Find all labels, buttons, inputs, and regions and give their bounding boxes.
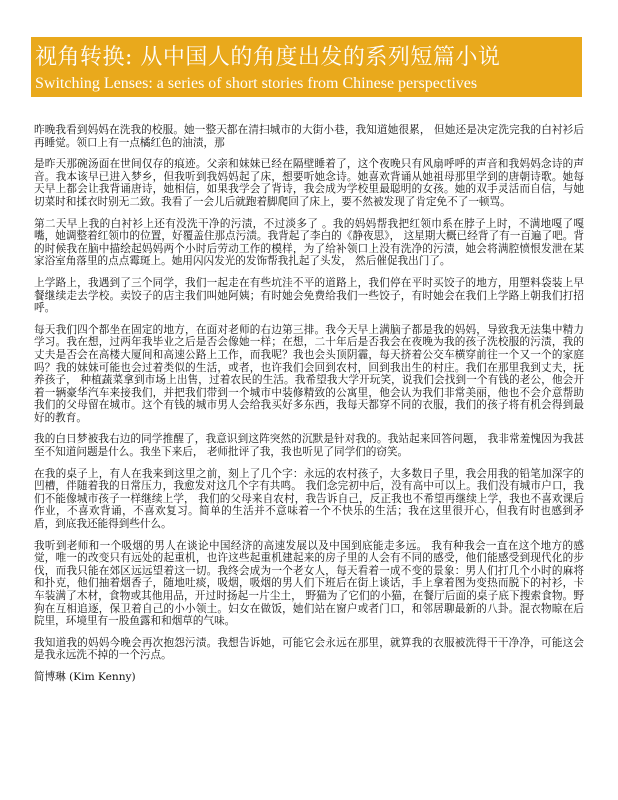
story-paragraph: 我的白日梦被我右边的同学推醒了，我意识到这阵突然的沉默是针对我的。我站起来回答问题， 我非常羞愧因为我甚至不知道问题是什么。我坐下来后， 老师批评了我，我也听见了同学们的窃笑。 (34, 433, 584, 459)
story-paragraph: 我听到老师和一个吸烟的男人在谈论中国经济的高速发展以及中国到底能走多远。 我有种我会一直在这个地方的感觉，唯一的改变只有远处的起重机，也许这些起重机建起来的房子里的人会有不同的感受，他们能感受到现代化的步伐，而我只能在郊区远远望着这一切。我终会成为一个老女人，每天看着一成不变的景象：男人们打几个小时的麻将和扑克，他们抽着烟香子，随地吐痰，吸烟，吸烟的男人们下班后在街上谈话，手上拿着图为变热而脱下的衬衫，卡车装满了木材，食物或其他用品，开过时扬起一片尘土， 野猫为了它们的小猫，在餐厅后面的桌子底下搜索食物。野狗在互相追逐，保卫着自己的小小领土。妇女在做饭，她们站在窗户或者门口，和邻居聊最新的八卦。混衣物晾在后院里，环境里有一股鱼露和和烟草的气味。 (34, 539, 584, 628)
author-byline: 简博琳 (Kim Kenny) (34, 670, 136, 683)
page-title-chinese: 视角转换: 从中国人的角度出发的系列短篇小说 (35, 45, 501, 70)
story-body (34, 124, 584, 693)
story-paragraph: 在我的桌子上，有人在我来到这里之前，刻上了几个字：永远的农村孩子，大多数日子里，我会用我的铅笔加深字的凹槽，伴随着我的日常压力，我愈发对这几个字有共鸣。 我们念完初中后，没有高中可以上。我们没有城市户口，我们不能像城市孩子一样继续上学， 我们的父母来自农村，我告诉自己，反正我也不希望再继续上学，我也不喜欢课后作业，不喜欢背诵，不喜欢复习。简单的生活并不意味着一个不快乐的生活；我在这里很开心，但我有时也感到矛盾，到底我还能得到些什么。 (34, 467, 584, 531)
story-paragraph: 昨晚我看到妈妈在洗我的校服。她一整天都在清扫城市的大街小巷，我知道她很累， 但她还是决定洗完我的白衬衫后再睡觉。领口上有一点橘红色的油渍，那 (34, 124, 584, 149)
story-paragraph: 每天我们四个都坐在固定的地方，在面对老师的右边第三排。我今天早上满脑子都是我的妈妈，导致我无法集中精力学习。我在想，过两年我毕业之后是否会像她一样；在想，二十年后是否我会在夜晚为我的孩子洗校服的污渍，我的丈夫是否会在高楼大厦间和高速公路上工作，而我呢？我也会头顶阴霾，每天挤着公交车横穿前往一个又一个的家庭吗？我的妹妹可能也会过着类似的生活，或者，也许我们会回到农村，回到我出生的村庄。我们在那里我到丈夫，抚养孩子， 种植蔬菜拿到市场上出售，过着农民的生活。我希望我大学开玩笑，说我们会找到一个有钱的老公，他会开着一辆豪华汽车来接我们，并把我们带到一个城市中装修精致的公寓里，他会认为我们非常美丽，他也不会介意帮助我们的父母留在城市。这个有钱的城市男人会给我买好多东西，我每天都穿不同的衣服，我们的孩子将有机会得到最好的教育。 (34, 323, 584, 424)
story-paragraph: 我知道我的妈妈今晚会再次抱怨污渍。我想告诉她，可能它会永远在那里，就算我的衣服被洗得干干净净，可能这会是我永远洗不掉的一个污点。 (34, 636, 584, 662)
page-title-english: Switching Lenses: a series of short stories from Chinese perspectives (35, 75, 478, 92)
story-paragraph: 上学路上，我遇到了三个同学，我们一起走在有些坑洼不平的道路上，我们停在平时买饺子的地方，用塑料袋装上早餐继续走去学校。卖饺子的店主我们叫她阿姨；有时她会免费给我们一些饺子，有时她会在我们上学路上朝我们打招呼。 (34, 276, 584, 315)
title-banner (31, 37, 582, 97)
story-paragraph: 是昨天那碗汤面在世间仅存的痕迹。父亲和妹妹已经在隔壁睡着了，这个夜晚只有风扇呼呼的声音和我妈妈念诗的声音。我本该早已进入梦乡，但我听到我妈妈起了床，想要听她念诗。她喜欢背诵从她祖母那里学到的唐朝诗歌。她每天早上都会让我背诵唐诗，她相信，如果我学会了背诗，我会成为学校里最聪明的女孩。她的双手灵活而自信，与她切菜时和揉衣时别无二致。我看了一会儿后就跑着脚爬回了床上，要不然被发现了肯定免不了一顿骂。 (34, 158, 584, 208)
story-paragraph: 第二天早上我的白衬衫上还有没洗干净的污渍，不过淡多了 。我的妈妈帮我把红领巾系在脖子上时，不满地嘎了嘎嘴，她调整着红领巾的位置，好覆盖住那点污渍。我背起了李白的《静夜思》， 这星期大概已经背了有一百遍了吧。背的时候我在脑中描绘起妈妈两个小时后劳动工作的模样，为了给补领口上没有洗净的污渍，她会将满腔愤恨发泄在某家浴室角落里的点点霉斑上。她用闪闪发光的发饰帮我扎起了头发， 然后催促我出门了。 (34, 217, 584, 268)
